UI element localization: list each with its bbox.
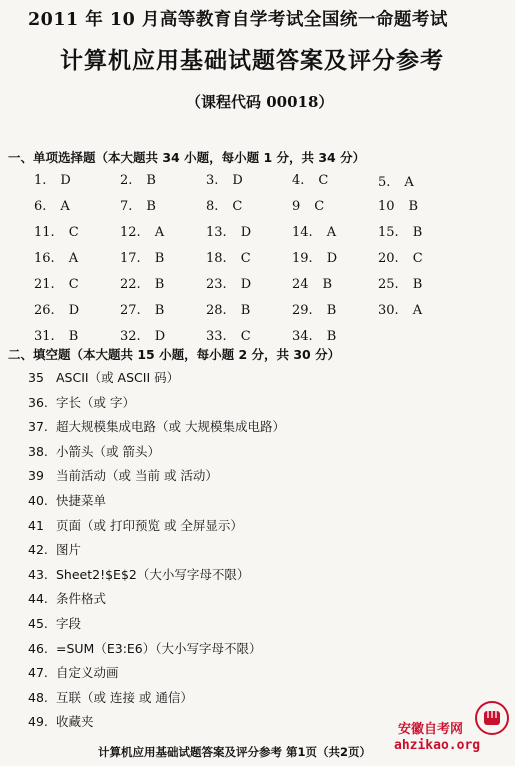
fill-answer-row <box>28 712 94 730</box>
mc-question-number: 7. <box>120 199 133 214</box>
mc-question-number: 34. <box>292 329 313 344</box>
mc-question-number: 11. <box>34 225 55 240</box>
mc-answer-letter: B <box>412 277 423 292</box>
watermark-line2: ahzikao.org <box>394 738 481 753</box>
mc-question-number: 17. <box>120 251 141 266</box>
mc-question-number: 8. <box>206 199 219 214</box>
mc-answer <box>206 251 251 266</box>
mc-answer <box>292 173 328 188</box>
fill-answer-row <box>28 368 179 386</box>
mc-answer <box>120 303 164 318</box>
fill-question-number: 45. <box>28 616 48 631</box>
fill-answer-text: 小箭头（或 箭头） <box>56 444 160 459</box>
fill-question-number: 38. <box>28 444 48 459</box>
fill-answer-row <box>28 589 106 607</box>
fill-answer-text: 快捷菜单 <box>56 493 107 508</box>
fill-answer-text: ASCII（或 ASCII 码） <box>56 370 180 385</box>
mc-question-number: 14. <box>292 225 313 240</box>
mc-answer-letter: C <box>240 329 251 344</box>
mc-question-number: 6. <box>34 199 47 214</box>
mc-answer <box>34 277 79 292</box>
fill-answer-text: 字段 <box>56 616 82 631</box>
mc-answer-letter: A <box>68 251 79 266</box>
mc-answer <box>34 199 70 214</box>
mc-answer-letter: A <box>60 199 70 214</box>
mc-answer <box>206 277 251 292</box>
mc-answer <box>206 199 242 214</box>
mc-question-number: 24 <box>292 277 309 292</box>
mc-answer-letter: D <box>326 251 338 266</box>
mc-answer-letter: C <box>68 225 79 240</box>
mc-question-number: 32. <box>120 329 141 344</box>
mc-answer-letter: C <box>68 277 79 292</box>
page-footer: 计算机应用基础试题答案及评分参考 第1页（共2页） <box>98 745 372 759</box>
fill-question-number: 40. <box>28 493 48 508</box>
mc-question-number: 12. <box>120 225 141 240</box>
course-code: （课程代码 00018） <box>186 93 334 111</box>
mc-question-number: 4. <box>292 173 305 188</box>
mc-answer-letter: B <box>412 225 423 240</box>
mc-answer-letter: A <box>154 225 165 240</box>
mc-question-number: 2. <box>120 173 133 188</box>
mc-question-number: 27. <box>120 303 141 318</box>
mc-question-number: 23. <box>206 277 227 292</box>
fill-question-number: 46. <box>28 641 48 656</box>
fill-question-number: 48. <box>28 690 48 705</box>
mc-answer-letter: B <box>154 303 165 318</box>
fill-answer-row <box>28 688 193 706</box>
mc-answer-letter: D <box>240 277 252 292</box>
mc-answer <box>292 251 337 266</box>
exam-title: 2011 年 10 月高等教育自学考试全国统一命题考试 <box>28 10 448 30</box>
mc-answer <box>120 173 156 188</box>
watermark-logo <box>392 700 512 762</box>
mc-answer <box>378 303 422 318</box>
fill-answer-text: 页面（或 打印预览 或 全屏显示） <box>56 518 243 533</box>
mc-question-number: 10 <box>378 199 395 214</box>
fill-answer-text: Sheet2!$E$2（大小写字母不限） <box>56 567 250 582</box>
fill-answer-row <box>28 442 160 460</box>
mc-answer <box>34 329 78 344</box>
mc-answer <box>34 303 79 318</box>
mc-answer <box>34 251 78 266</box>
mc-answer <box>206 329 251 344</box>
fill-question-number: 42. <box>28 542 48 557</box>
mc-question-number: 9 <box>292 199 301 214</box>
mc-answer-letter: B <box>154 277 165 292</box>
fill-answer-row <box>28 540 81 558</box>
mc-answer <box>292 329 336 344</box>
mc-question-number: 19. <box>292 251 313 266</box>
mc-answer-letter: B <box>146 199 156 214</box>
mc-answer <box>378 277 422 292</box>
mc-answer <box>34 225 79 240</box>
fill-answer-text: 当前活动（或 当前 或 活动） <box>56 468 218 483</box>
fill-question-number: 36. <box>28 395 48 410</box>
fill-question-number: 49. <box>28 714 48 729</box>
fill-answer-row <box>28 516 243 534</box>
mc-question-number: 22. <box>120 277 141 292</box>
mc-answer <box>206 303 250 318</box>
mc-question-number: 20. <box>378 251 399 266</box>
mc-answer <box>206 225 251 240</box>
mc-answer-letter: D <box>154 329 166 344</box>
mc-question-number: 18. <box>206 251 227 266</box>
fill-answer-text: 图片 <box>56 542 82 557</box>
mc-answer <box>120 251 164 266</box>
fill-answer-row <box>28 417 285 435</box>
fill-answer-text: 条件格式 <box>56 591 107 606</box>
fill-answer-row <box>28 393 135 411</box>
fill-answer-row <box>28 614 81 632</box>
fill-question-number: 43. <box>28 567 48 582</box>
fill-question-number: 47. <box>28 665 48 680</box>
mc-answer-letter: B <box>154 251 165 266</box>
fill-answer-text: =SUM（E3:E6）（大小写字母不限） <box>56 641 262 656</box>
mc-question-number: 16. <box>34 251 55 266</box>
mc-answer-letter: B <box>326 329 337 344</box>
mc-answer <box>292 303 336 318</box>
mc-answer <box>120 199 156 214</box>
mc-answer-letter: D <box>240 225 252 240</box>
mc-answer-letter: D <box>232 173 243 188</box>
mc-answer-letter: A <box>412 303 423 318</box>
mc-answer-letter: C <box>314 199 325 214</box>
mc-answer-letter: A <box>404 175 414 190</box>
mc-answer <box>292 277 332 292</box>
section1-heading: 一、单项选择题（本大题共 34 小题，每小题 1 分，共 34 分） <box>8 150 366 165</box>
mc-question-number: 28. <box>206 303 227 318</box>
mc-answer <box>34 173 71 188</box>
mc-answer-letter: D <box>60 173 71 188</box>
mc-answer-letter: B <box>146 173 156 188</box>
fill-question-number: 44. <box>28 591 48 606</box>
fill-question-number: 41 <box>28 518 44 533</box>
fist-logo-icon <box>474 700 510 736</box>
fill-question-number: 35 <box>28 370 44 385</box>
mc-question-number: 15. <box>378 225 399 240</box>
mc-question-number: 5. <box>378 175 391 190</box>
mc-answer-letter: B <box>68 329 79 344</box>
fill-question-number: 37. <box>28 419 48 434</box>
fill-answer-text: 互联（或 连接 或 通信） <box>56 690 193 705</box>
mc-question-number: 30. <box>378 303 399 318</box>
mc-question-number: 13. <box>206 225 227 240</box>
mc-answer <box>292 225 336 240</box>
fill-answer-row <box>28 663 119 681</box>
mc-answer <box>206 173 243 188</box>
section2-heading: 二、填空题（本大题共 15 小题，每小题 2 分，共 30 分） <box>8 347 341 362</box>
mc-answer <box>378 225 422 240</box>
mc-answer <box>292 199 324 214</box>
mc-answer-letter: D <box>68 303 80 318</box>
mc-answer-letter: B <box>322 277 333 292</box>
mc-answer-letter: C <box>318 173 329 188</box>
mc-question-number: 33. <box>206 329 227 344</box>
mc-answer-letter: C <box>240 251 251 266</box>
fill-answer-row <box>28 639 262 657</box>
mc-answer <box>120 225 164 240</box>
mc-answer-letter: B <box>408 199 419 214</box>
fill-question-number: 39 <box>28 468 44 483</box>
mc-question-number: 31. <box>34 329 55 344</box>
mc-question-number: 29. <box>292 303 313 318</box>
mc-question-number: 25. <box>378 277 399 292</box>
mc-answer-letter: B <box>326 303 337 318</box>
mc-answer <box>378 175 414 190</box>
mc-question-number: 21. <box>34 277 55 292</box>
fill-answer-text: 超大规模集成电路（或 大规模集成电路） <box>56 419 285 434</box>
mc-answer-letter: C <box>412 251 423 266</box>
watermark-line1: 安徽自考网 <box>398 722 464 737</box>
mc-answer-letter: B <box>240 303 251 318</box>
fill-answer-row <box>28 565 249 583</box>
mc-answer-letter: C <box>232 199 243 214</box>
mc-answer <box>378 199 418 214</box>
mc-answer <box>378 251 423 266</box>
fill-answer-row <box>28 491 106 509</box>
fill-answer-text: 字长（或 字） <box>56 395 135 410</box>
fill-answer-text: 自定义动画 <box>56 665 119 680</box>
mc-question-number: 3. <box>206 173 219 188</box>
mc-answer <box>120 329 165 344</box>
fill-answer-text: 收藏夹 <box>56 714 94 729</box>
mc-answer-letter: A <box>326 225 337 240</box>
fill-answer-row <box>28 466 218 484</box>
mc-question-number: 26. <box>34 303 55 318</box>
mc-question-number: 1. <box>34 173 47 188</box>
mc-answer <box>120 277 164 292</box>
document-title: 计算机应用基础试题答案及评分参考 <box>60 47 444 74</box>
